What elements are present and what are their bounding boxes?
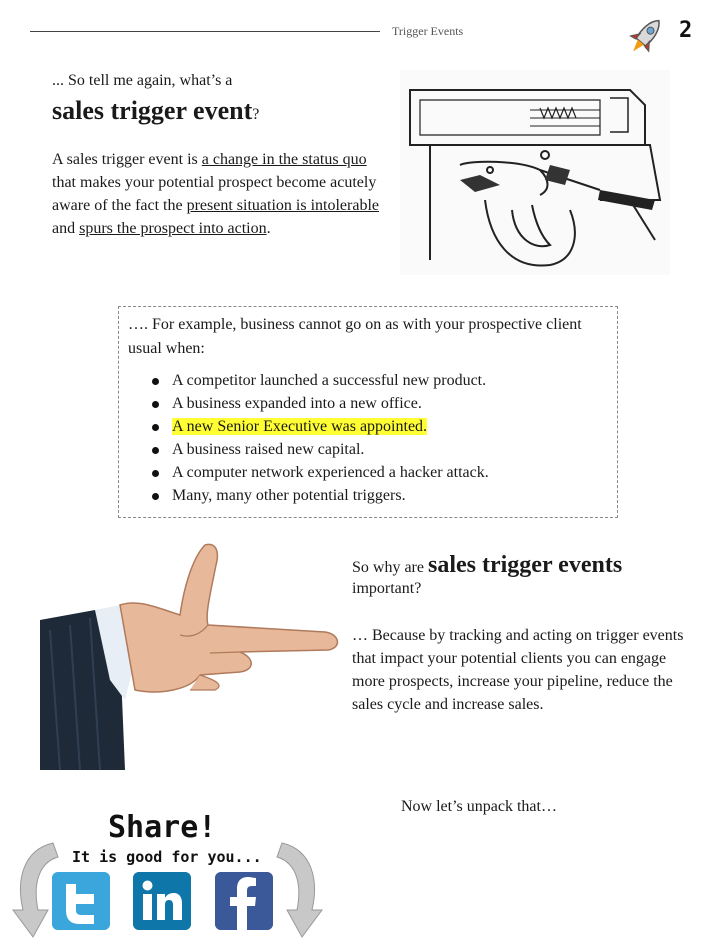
intro-underline-3: spurs the prospect into action: [79, 220, 267, 237]
list-item-text: A competitor launched a successful new product.: [172, 372, 487, 389]
intro-body-text: A sales trigger event is: [52, 151, 202, 168]
pointing-hand-photo: [40, 540, 350, 770]
why-heading: [352, 552, 622, 579]
bullet-icon: [152, 378, 159, 385]
bullet-icon: [152, 424, 159, 431]
example-intro: …. For example, business cannot go on as with your prospective client usual when:: [128, 316, 582, 357]
share-title: Share!: [108, 810, 217, 845]
rocket-icon: [622, 12, 670, 60]
list-item-text: A computer network experienced a hacker attack.: [172, 464, 489, 481]
bullet-icon: [152, 447, 159, 454]
facebook-icon[interactable]: [215, 872, 273, 930]
intro-lead: ... So tell me again, what’s a: [52, 72, 233, 89]
curved-arrow-right-icon: [272, 835, 327, 945]
intro-underline-2: present situation is intolerable: [186, 197, 379, 214]
intro-body: [52, 148, 392, 240]
intro-body-text: that makes your potential prospect become acutely aware of the fact the: [52, 174, 377, 214]
list-item: [150, 438, 489, 461]
example-list: [150, 369, 489, 507]
header-rule: [30, 31, 380, 32]
list-item: [150, 461, 489, 484]
list-item-text: A new Senior Executive was appointed.: [172, 418, 428, 435]
list-item-text: Many, many other potential triggers.: [172, 487, 406, 504]
twitter-icon[interactable]: [52, 872, 110, 930]
share-subtitle: It is good for you...: [72, 848, 262, 866]
bullet-icon: [152, 470, 159, 477]
list-item: [150, 484, 489, 507]
list-item: [150, 392, 489, 415]
list-item: [150, 369, 489, 392]
list-item-text: A business raised new capital.: [172, 441, 365, 458]
list-item-text: A business expanded into a new office.: [172, 395, 422, 412]
unpack-text: Now let’s unpack that…: [401, 798, 557, 815]
intro-underline-1: a change in the status quo: [201, 151, 367, 168]
bullet-icon: [152, 493, 159, 500]
why-body: … Because by tracking and acting on trigger events that impact your potential clients you can engage more prospects, increase your pipeline, reduce the sales cycle and increase sales.: [352, 627, 684, 713]
header-title: Trigger Events: [392, 24, 464, 38]
bullet-icon: [152, 401, 159, 408]
gun-trigger-drawing: [400, 70, 670, 275]
linkedin-icon[interactable]: [133, 872, 191, 930]
why-bold-text: sales trigger events: [427, 552, 623, 578]
intro-heading-question-mark: ?: [252, 106, 260, 123]
page-number: 2: [679, 18, 693, 43]
intro-body-text: and: [52, 220, 80, 237]
intro-heading-text: sales trigger event: [52, 96, 253, 125]
intro-heading: [52, 96, 259, 126]
why-suffix: important?: [352, 580, 422, 597]
why-prefix: So why are: [352, 559, 428, 576]
intro-body-text: .: [266, 220, 271, 237]
list-item-highlighted: [150, 415, 489, 438]
